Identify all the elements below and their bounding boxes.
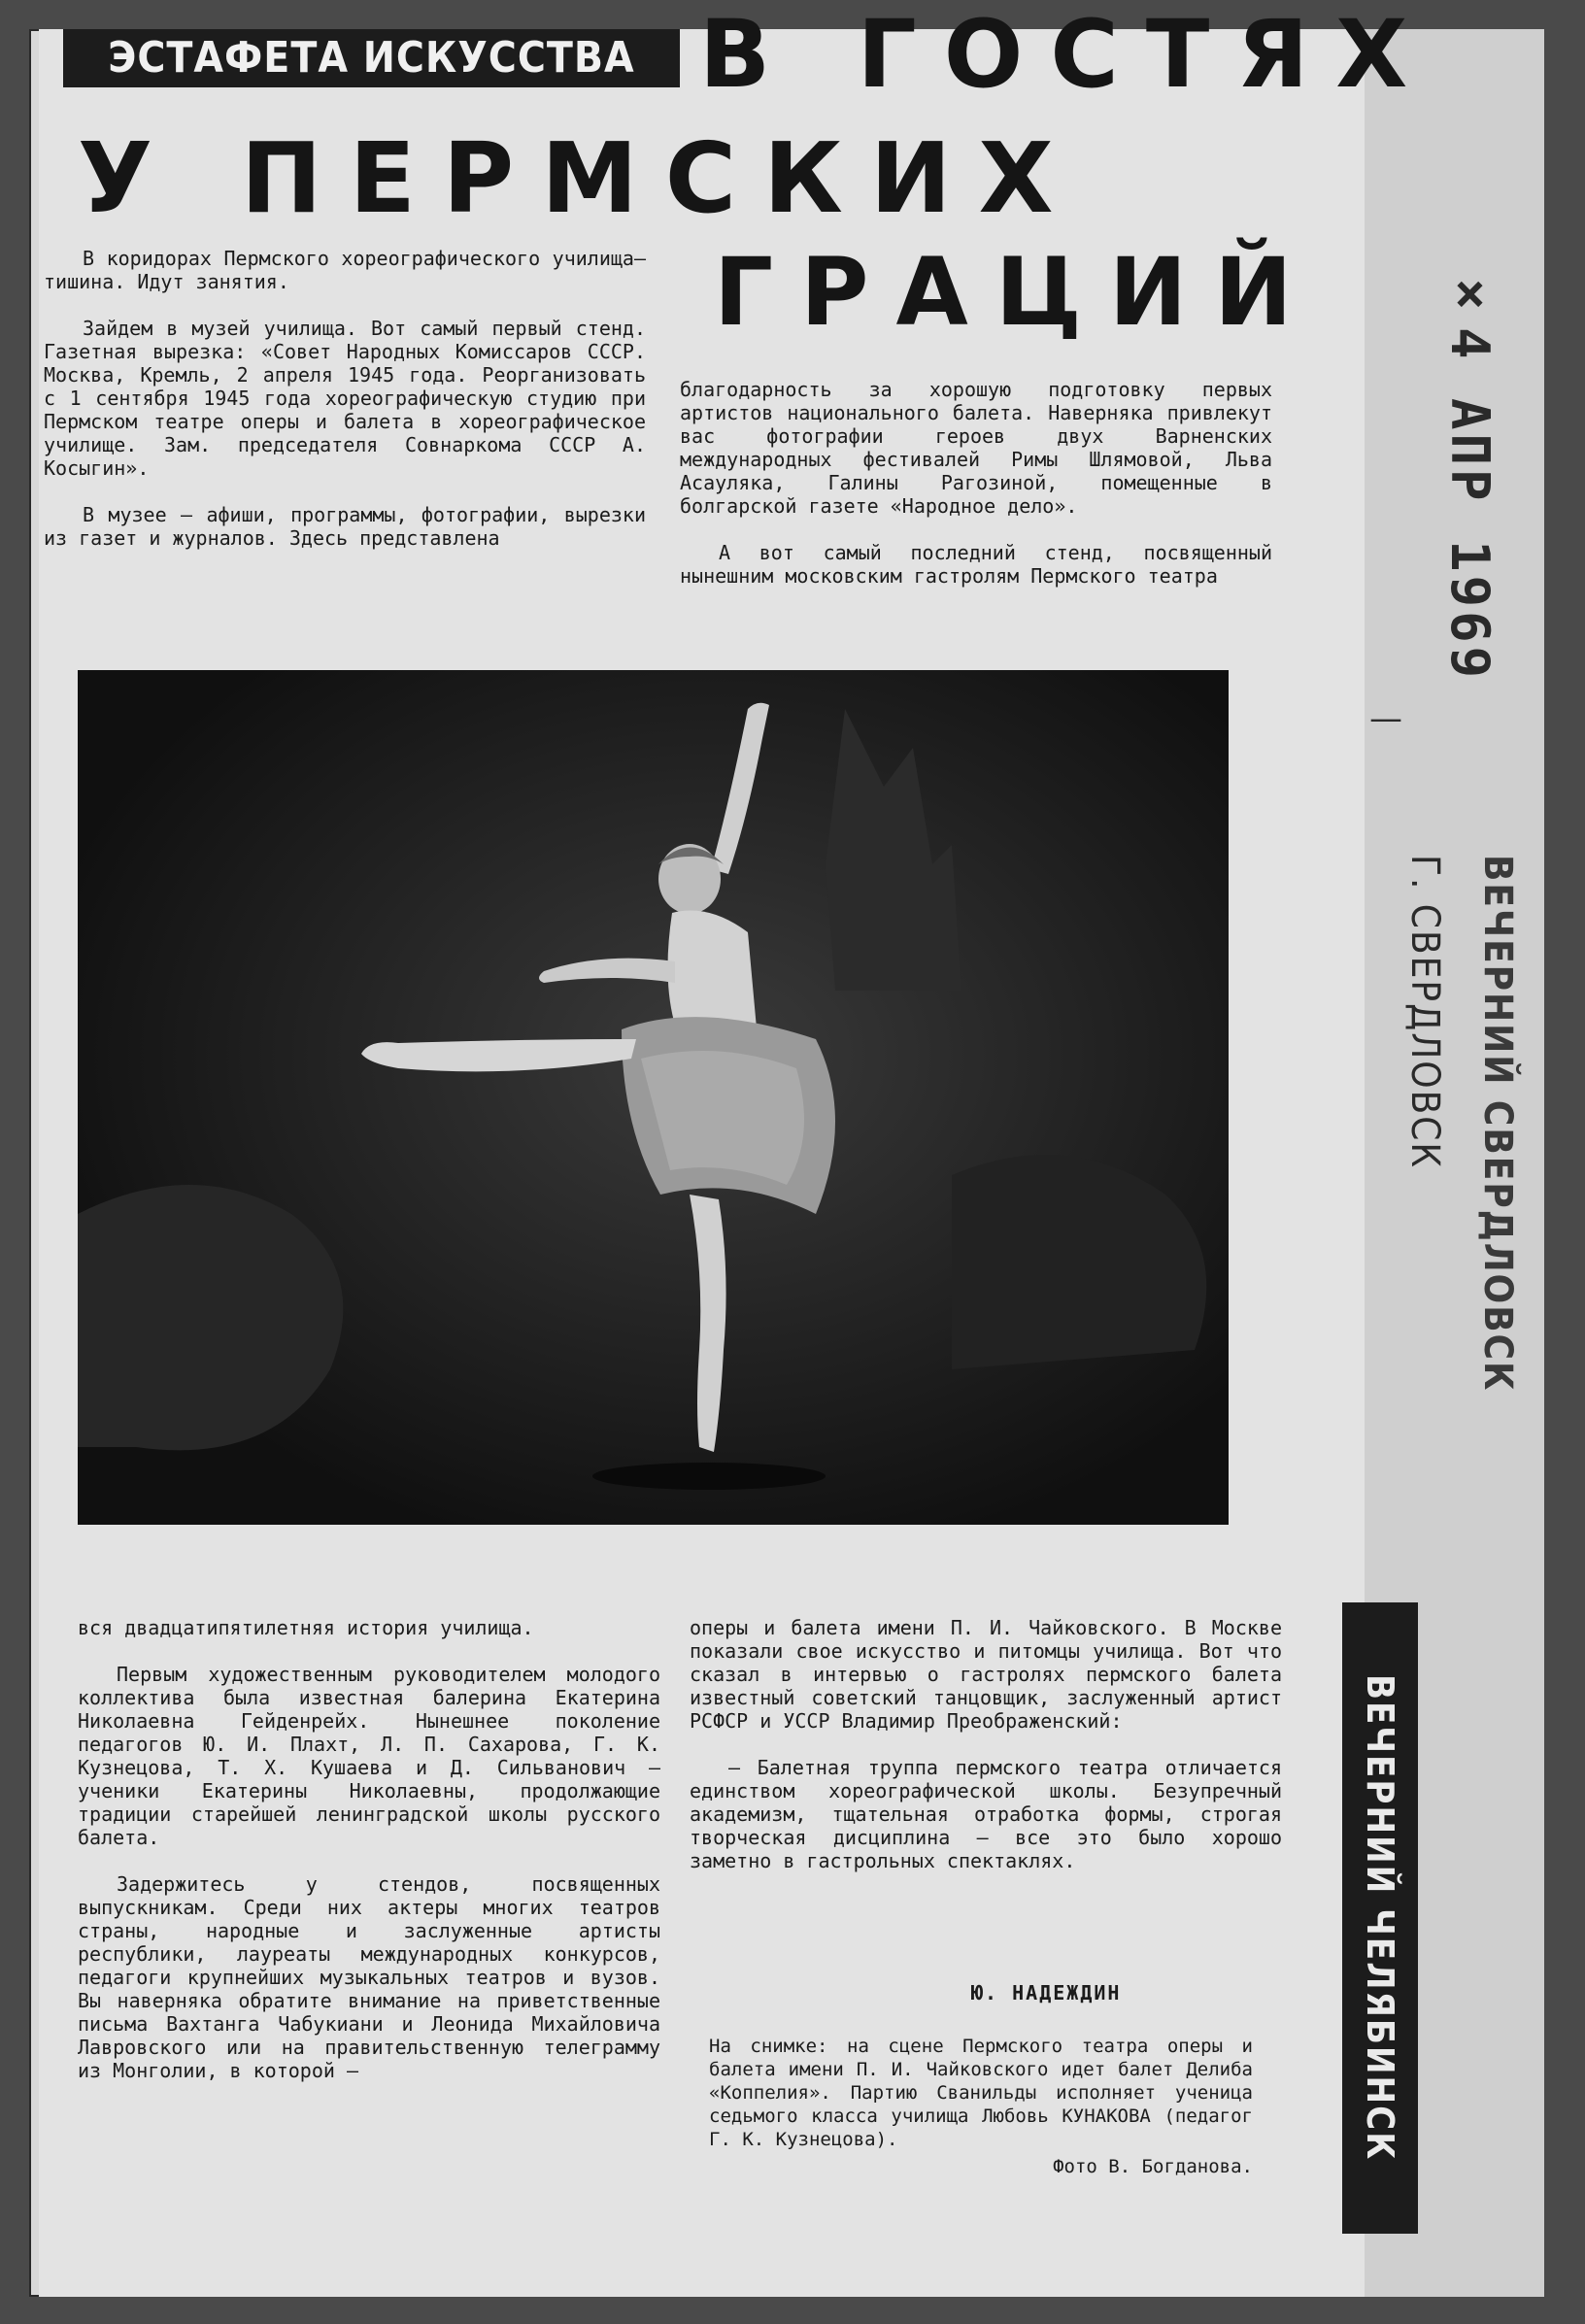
newspaper-name-banner: ВЕЧЕРНИЙ ЧЕЛЯБИНСК (1342, 1602, 1418, 2234)
paragraph: Зайдем в музей училища. Вот самый первый стенд. Газетная вырезка: «Совет Народных Комиссаров СССР. Москва, Кремль, 2 апреля 1945 года. Реорганизовать с 1 сентября 1945 года хореографическую студию при Пермском театре оперы и балета в хореографическое училище. Зам. председателя Совнаркома СССР А. Косыгин». (44, 317, 646, 480)
paragraph: благодарность за хорошую подготовку первых артистов национального балета. Наверняка привлекут вас фотографии героев двух Варненских международных фестивалей Римы Шлямовой, Льва Асауляка, Галины Рагозиной, помещенные в болгарской газете «Народное дело». (680, 378, 1272, 518)
headline-line-3: ГРАЦИЙ (714, 238, 1320, 347)
paragraph: Первым художественным руководителем молодого коллектива была известная балерина Екатерина Николаевна Гейденрейх. Нынешнее поколение педагогов Ю. И. Плахт, Л. П. Сахарова, Г. К. Кузнецова, Т. Х. Кушаева и Д. Сильванович — ученики Екатерины Николаевны, продолжающие традиции старейшей ленинградской школы русского балета. (78, 1663, 660, 1849)
paragraph: оперы и балета имени П. И. Чайковского. В Москве показали свое искусство и питомцы училища. Вот что сказал в интервью о гастролях пермского балета известный советский танцовщик, заслуженный артист РСФСР и УССР Владимир Преображенский: (690, 1616, 1282, 1733)
ballet-photo (78, 670, 1229, 1525)
article-column-1 (44, 223, 646, 651)
archive-date-stamp: ×4 АПР 1969 (1439, 262, 1501, 683)
paragraph: — Балетная труппа пермского театра отличается единством хореографической школы. Безупречный академизм, тщательная отработка формы, строгая творческая дисциплина — все это было хорошо заметно в гастрольных спектаклях. (690, 1756, 1282, 1872)
stamp-dash: — (1369, 699, 1402, 738)
article-column-3 (78, 1593, 660, 2214)
headline-line-2: У ПЕРМСКИХ (78, 121, 1081, 235)
paragraph: В коридорах Пермского хореографического училища—тишина. Идут занятия. (44, 247, 646, 293)
headline-line-1: В ГОСТЯХ (699, 0, 1435, 109)
paragraph: вся двадцатипятилетняя история училища. (78, 1616, 534, 1639)
paragraph: Задержитесь у стендов, посвященных выпускникам. Среди них актеры многих театров страны, народные и заслуженные артисты республики, лауреаты международных конкурсов, педагоги крупнейших музыкальных театров и вузов. Вы наверняка обратите внимание на приветственные письма Вахтанга Чабукиани и Леонида Михайловича Лавровского или на правительственную телеграмму из Монголии, в которой — (78, 1872, 660, 2082)
paragraph: А вот самый последний стенд, посвященный нынешним московским гастролям Пермского театра (680, 541, 1272, 588)
source-city-stamp: Г. СВЕРДЛОВСК (1402, 855, 1447, 1169)
article-column-4 (690, 1593, 1282, 2001)
article-column-2 (680, 354, 1272, 646)
paragraph: В музее — афиши, программы, фотографии, вырезки из газет и журналов. Здесь представлена (44, 503, 646, 550)
source-newspaper-stamp: ВЕЧЕРНИЙ СВЕРДЛОВСК (1475, 855, 1520, 1393)
rubric-kicker: ЭСТАФЕТА ИСКУССТВА (63, 29, 680, 87)
author-signature: Ю. НАДЕЖДИН (971, 1981, 1122, 2004)
caption-text: На снимке: на сцене Пермского театра оперы и балета имени П. И. Чайковского идет балет Делиба «Коппелия». Партию Сванильды исполняет ученица седьмого класса училища Любовь КУНАКОВА (педагог Г. К. Кузнецова). (709, 2036, 1253, 2150)
photo-credit: Фото В. Богданова. (1053, 2156, 1253, 2177)
ballerina-image (78, 670, 1229, 1525)
photo-caption (709, 2035, 1253, 2229)
